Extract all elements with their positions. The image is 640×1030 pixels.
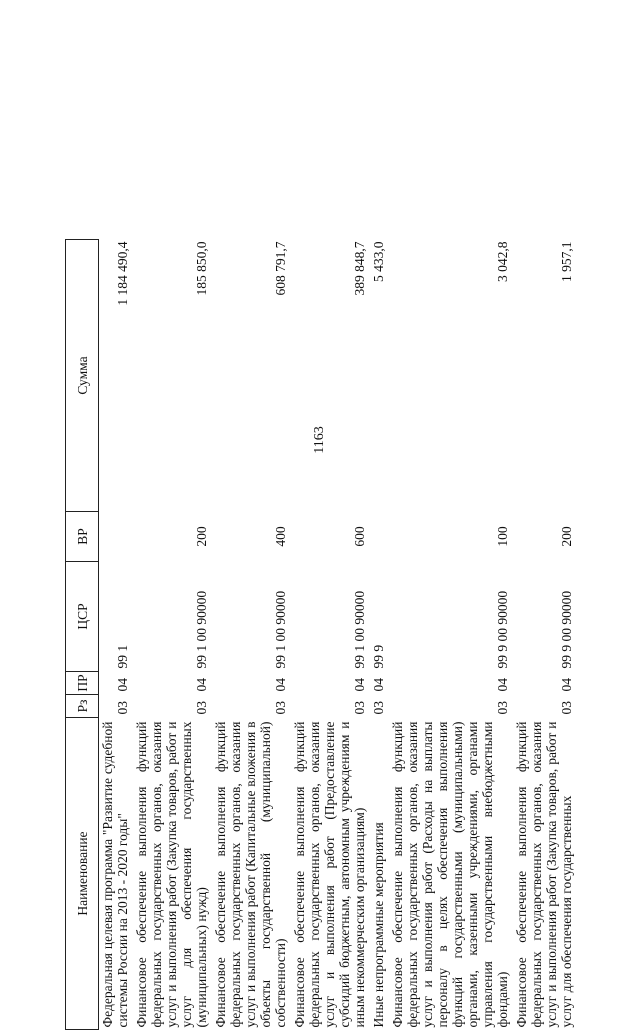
row-name: Финансовое обеспечение выполнения функций федеральных государственных органов, оказания услуг и выполнения работ (Капитальные вложения в объекты государственной (муниципальной) собственности) (213, 721, 288, 1028)
row-pr: 04 (273, 678, 288, 692)
row-vr: 400 (273, 526, 288, 547)
row-sum: 1 184 490,4 (115, 241, 130, 306)
row-name: Федеральная целевая программа "Развитие судебной системы России на 2013 - 2020 годы" (100, 721, 130, 1028)
row-name: Финансовое обеспечение выполнения функций федеральных государственных органов, оказания услуг и выполнения работ (Предоставление субсидий бюджетным, автономным учреждениям и иным некоммерческим организациям) (292, 721, 367, 1028)
row-pr: 04 (194, 678, 209, 692)
row-sum: 608 791,7 (273, 241, 288, 296)
row-name: Финансовое обеспечение выполнения функций федеральных государственных органов, оказания услуг и выполнения работ (Закупка товаров, работ и услуг для обеспечения государственных (514, 721, 574, 1028)
row-vr: 200 (559, 526, 574, 547)
row-name: Иные непрограммные мероприятия (371, 822, 386, 1028)
row-csr: 99 1 (115, 644, 130, 669)
row-vr: 100 (495, 526, 510, 547)
row-vr: 600 (352, 526, 367, 547)
row-sum: 5 433,0 (371, 241, 386, 282)
row-rz: 03 (194, 701, 209, 715)
row-vr (99, 512, 134, 562)
column-header-rz: Рз (66, 695, 99, 718)
row-pr: 04 (115, 678, 130, 692)
row-csr: 99 9 00 90000 (559, 590, 574, 669)
row-csr: 99 1 00 90000 (273, 590, 288, 669)
row-rz: 03 (352, 701, 367, 715)
column-header-name: Наименование (66, 718, 99, 1030)
row-name: Финансовое обеспечение выполнения функций федеральных государственных органов, оказания услуг и выполнения работ (Закупка товаров, работ и услуг для обеспечения государственных (муниципальных) нужд) (134, 721, 209, 1028)
row-pr: 04 (371, 678, 386, 692)
table-row (133, 240, 212, 1030)
column-header-pr: ПР (66, 672, 99, 695)
table-row (513, 240, 577, 1030)
budget-table-rotated (65, 240, 575, 1030)
row-pr: 04 (352, 678, 367, 692)
row-name: Финансовое обеспечение выполнения функций федеральных государственных органов, оказания услуг и выполнения работ (Расходы на выплаты персоналу в целях обеспечения выполнения функций государственными (муниципальными) органами, казенными учреждениями, органами управления государственными внебюджетными фондами) (390, 721, 510, 1028)
row-pr: 04 (495, 678, 510, 692)
row-csr: 99 1 00 90000 (194, 590, 209, 669)
row-rz: 03 (115, 701, 130, 715)
row-rz: 03 (371, 701, 386, 715)
page-number: 1163 (312, 426, 327, 454)
row-pr: 04 (559, 678, 574, 692)
table-row (291, 240, 370, 1030)
row-csr: 99 9 (371, 644, 386, 669)
row-vr (370, 512, 389, 562)
row-rz: 03 (559, 701, 574, 715)
budget-table (65, 239, 577, 1030)
column-header-csr: ЦСР (66, 562, 99, 672)
table-header-row (66, 240, 99, 1030)
row-sum: 1 957,1 (559, 241, 574, 282)
row-sum: 389 848,7 (352, 241, 367, 296)
table-row (212, 240, 291, 1030)
table-row (99, 240, 134, 1030)
column-header-vr: ВР (66, 512, 99, 562)
row-sum: 185 850,0 (194, 241, 209, 296)
row-rz: 03 (273, 701, 288, 715)
row-csr: 99 1 00 90000 (352, 590, 367, 669)
table-row (389, 240, 513, 1030)
row-sum: 3 042,8 (495, 241, 510, 282)
table-row (370, 240, 389, 1030)
row-vr: 200 (194, 526, 209, 547)
row-rz: 03 (495, 701, 510, 715)
row-csr: 99 9 00 90000 (495, 590, 510, 669)
column-header-sum: Сумма (66, 240, 99, 512)
